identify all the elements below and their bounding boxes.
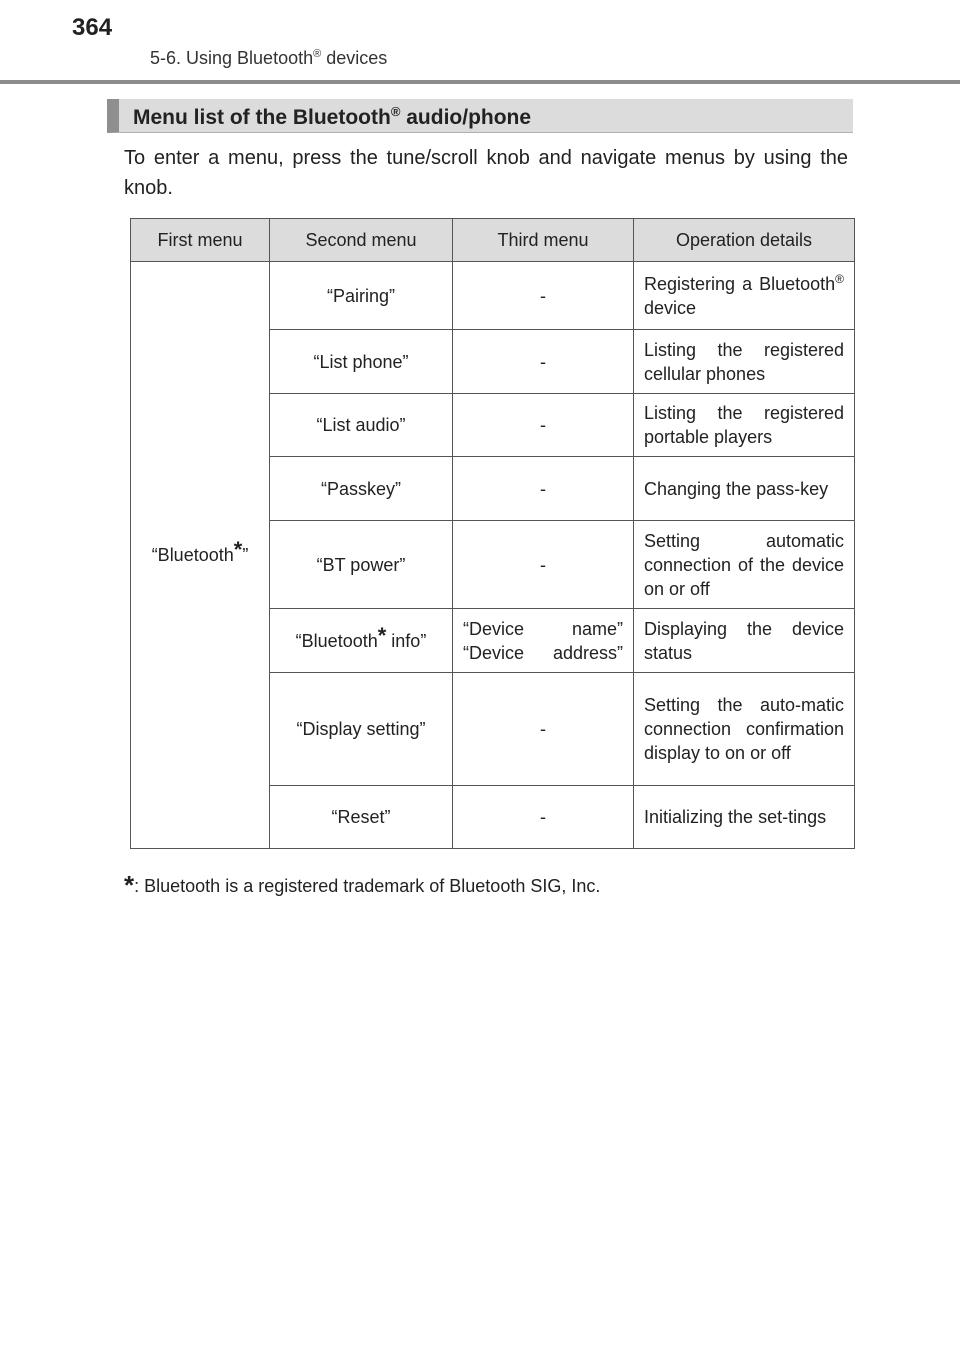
second-menu-cell: “Display setting”	[270, 673, 453, 786]
table-row	[131, 262, 855, 330]
second-menu-cell: “Bluetooth* info”	[270, 609, 453, 673]
chapter-title: 5-6. Using Bluetooth® devices	[150, 48, 388, 68]
section-heading-bar	[107, 99, 853, 133]
header-divider	[0, 80, 960, 84]
header-second-menu: Second menu	[270, 219, 453, 262]
page-number: 364	[72, 14, 113, 41]
header-third-menu: Third menu	[453, 219, 634, 262]
header-operation-details: Operation details	[634, 219, 855, 262]
third-menu-cell: -	[453, 394, 634, 457]
third-menu-cell: -	[453, 330, 634, 394]
third-menu-cell: -	[453, 521, 634, 609]
header-first-menu: First menu	[131, 219, 270, 262]
second-menu-cell: “Passkey”	[270, 457, 453, 521]
third-menu-cell: -	[453, 262, 634, 330]
footnote-text: : Bluetooth is a registered trademark of Bluetooth SIG, Inc.	[134, 876, 601, 896]
operation-detail-cell: Changing the pass-key	[634, 457, 855, 521]
second-menu-cell: “BT power”	[270, 521, 453, 609]
third-menu-cell: -	[453, 786, 634, 849]
second-menu-cell: “List audio”	[270, 394, 453, 457]
operation-detail-cell: Initializing the set-tings	[634, 786, 855, 849]
second-menu-cell: “Reset”	[270, 786, 453, 849]
third-menu-cell: -	[453, 457, 634, 521]
section-title: Menu list of the Bluetooth® audio/phone	[133, 104, 532, 129]
third-menu-cell: “Device name” “Device address”	[453, 609, 634, 673]
operation-detail-cell: Listing the registered cellular phones	[634, 330, 855, 394]
table-header-row	[131, 219, 855, 262]
footnote	[124, 870, 600, 901]
intro-paragraph: To enter a menu, press the tune/scroll knob and navigate menus by using the knob.	[124, 147, 848, 199]
operation-detail-cell: Setting the auto-matic connection confirmation display to on or off	[634, 673, 855, 786]
third-menu-cell: -	[453, 673, 634, 786]
menu-table	[130, 218, 855, 849]
operation-detail-cell: Registering a Bluetooth® device	[634, 262, 855, 330]
operation-detail-cell: Setting automatic connection of the device on or off	[634, 521, 855, 609]
second-menu-cell: “Pairing”	[270, 262, 453, 330]
second-menu-cell: “List phone”	[270, 330, 453, 394]
first-menu-cell: “Bluetooth*”	[131, 262, 270, 849]
footnote-asterisk: *	[124, 870, 135, 900]
operation-detail-cell: Listing the registered portable players	[634, 394, 855, 457]
page-header	[0, 0, 960, 80]
operation-detail-cell: Displaying the device status	[634, 609, 855, 673]
